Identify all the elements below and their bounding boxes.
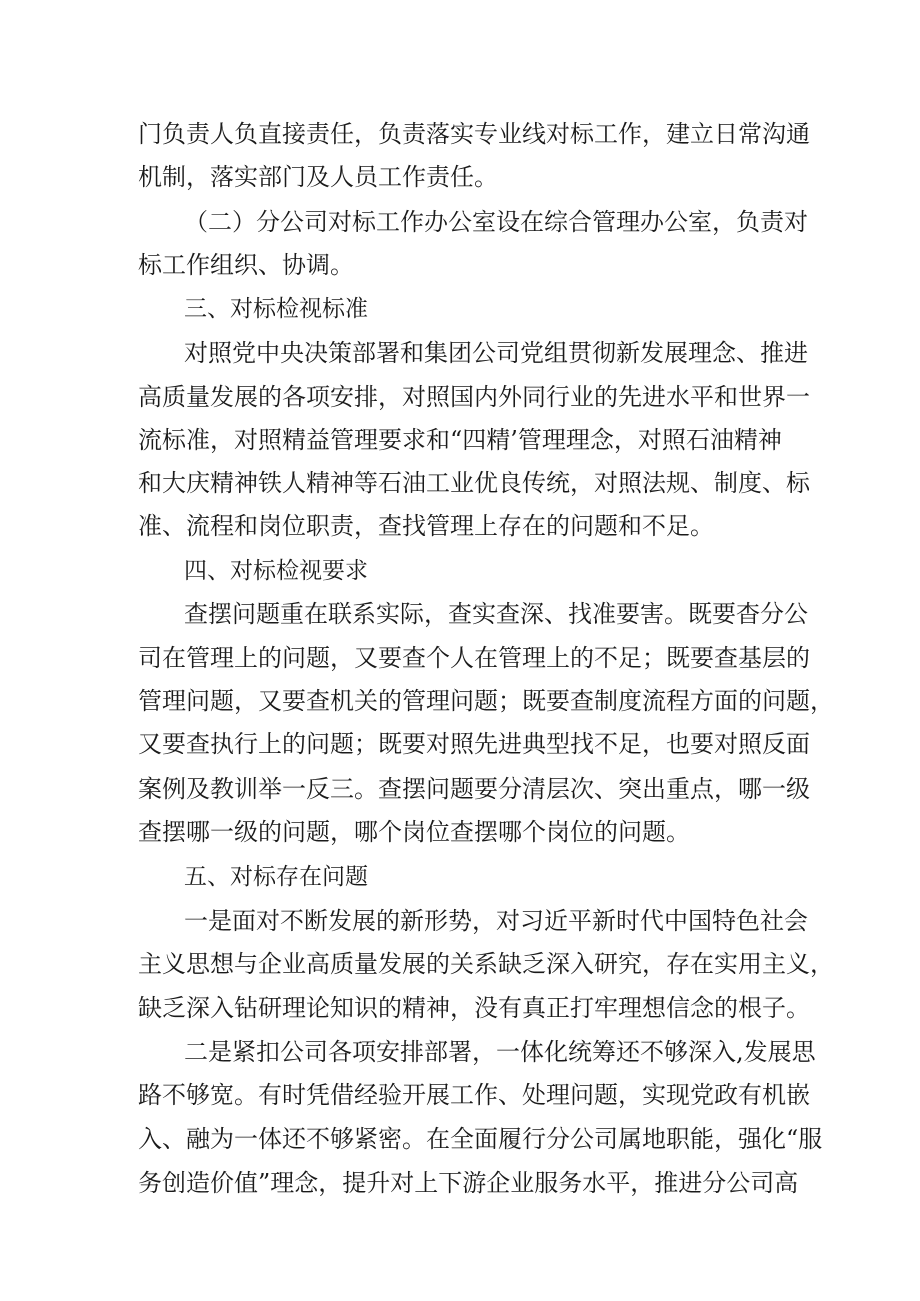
paragraph-first-line: 对照党中央决策部署和集团公司党组贯彻新发展理念、推进 [184,339,808,367]
paragraph-first-line: 一是面对不断发展的新形势，对习近平新时代中国特色社会 [184,907,808,935]
body-text-line: 司在管理上的问题，又要查个人在管理上的不足；既要查基层的 [138,644,810,672]
section-heading: 三、对标检视标准 [184,296,368,322]
body-text-line: 主义思想与企业高质量发展的关系缺乏深入研究，存在实用主义， [138,950,834,978]
body-text-line: 缺乏深入钻研理论知识的精神，没有真正打牢理想信念的根子。 [138,994,810,1022]
body-text-line: 和大庆精神铁人精神等石油工业优良传统，对照法规、制度、标 [138,469,810,497]
section-heading: 五、对标存在问题 [184,864,368,890]
body-text-line: 机制，落实部门及人员工作责任。 [138,163,498,191]
paragraph-first-line: （二）分公司对标工作办公室设在综合管理办公室，负责对 [184,208,808,236]
body-text-line: 门负责人负直接责任，负责落实专业线对标工作，建立日常沟通 [138,120,810,148]
body-text-line: 标工作组织、协调。 [138,251,354,279]
body-text-line: 流标准，对照精益管理要求和“四精’管理理念，对照石油精神 [138,426,782,454]
paragraph-first-line: 二是紧扣公司各项安排部署，一体化统筹还不够深入,发展思 [184,1038,816,1066]
body-text-line: 准、流程和岗位职责，查找管理上存在的问题和不足。 [138,512,714,540]
body-text-line: 查摆哪一级的问题，哪个岗位查摆哪个岗位的问题。 [138,818,690,846]
body-text-line: 案例及教训举一反三。查摆问题要分清层次、突出重点，哪一级 [138,775,810,803]
body-text-line: 路不够宽。有时凭借经验开展工作、处理问题，实现党政有机嵌 [138,1081,810,1109]
body-text-line: 又要查执行上的问题；既要对照先进典型找不足，也要对照反面 [138,730,810,758]
body-text-line: 高质量发展的各项安排，对照国内外同行业的先进水平和世界一 [138,383,810,411]
section-heading: 四、对标检视要求 [184,558,368,584]
body-text-line: 管理问题，又要查机关的管理问题；既要查制度流程方面的问题， [138,687,834,715]
paragraph-first-line: 查摆问题重在联系实际，查实查深、找准要害。既要杳分公 [184,600,808,628]
body-text-line: 务创造价值”理念，提升对上下游企业服务水平，推进分公司高 [138,1169,799,1197]
body-text-line: 入、融为一体还不够紧密。在全面履行分公司属地职能，强化“服 [138,1125,823,1153]
